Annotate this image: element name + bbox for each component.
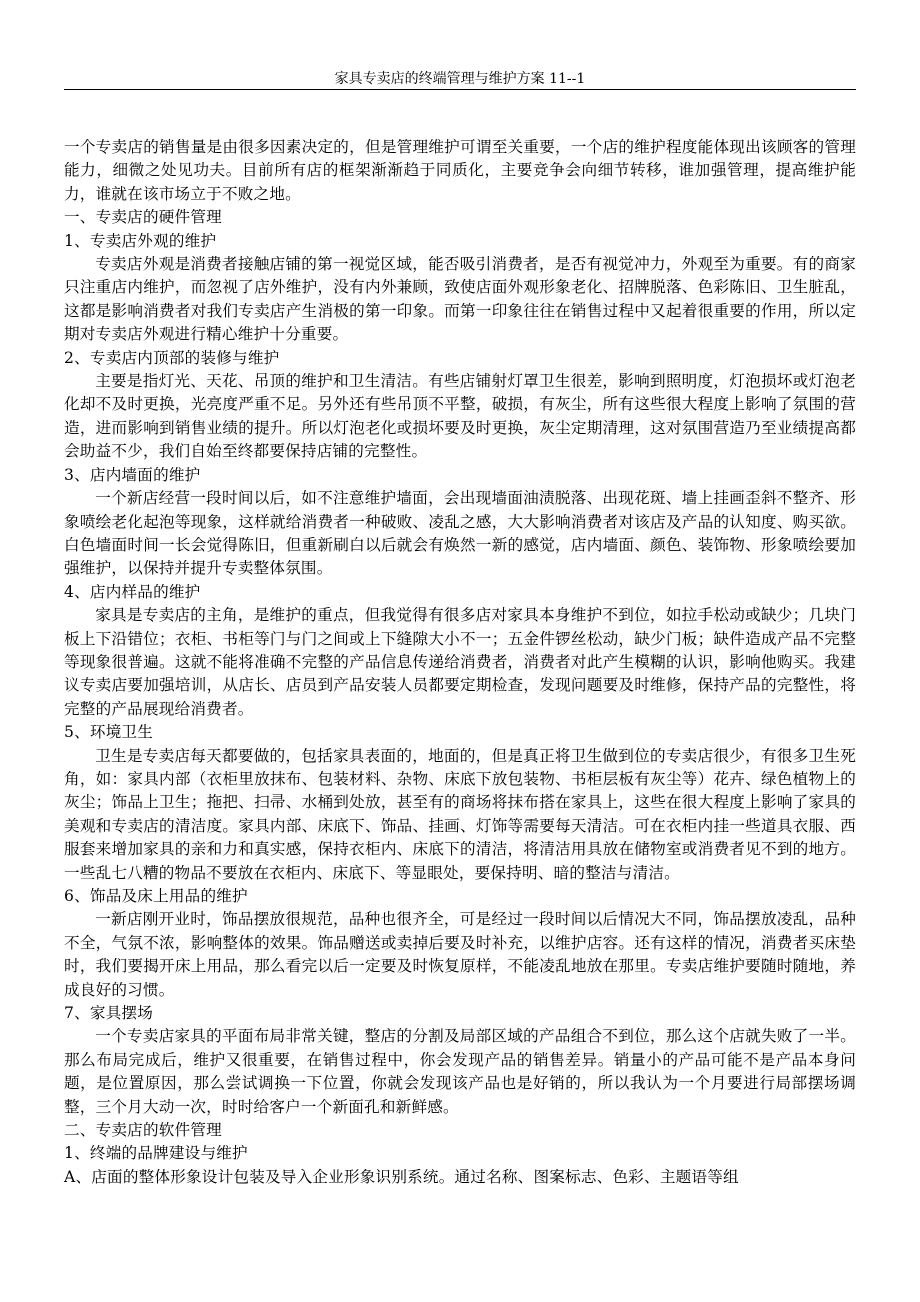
document-body xyxy=(64,136,856,1189)
subheading-accessories: 6、饰品及床上用品的维护 xyxy=(64,887,248,905)
paragraph-brand-a: A、店面的整体形象设计包装及导入企业形象识别系统。通过名称、图案标志、色彩、主题语等组 xyxy=(64,1167,739,1186)
subheading-hygiene: 5、环境卫生 xyxy=(64,723,154,742)
subheading-exterior: 1、专卖店外观的维护 xyxy=(64,231,217,250)
subheading-brand: 1、终端的品牌建设与维护 xyxy=(64,1144,248,1163)
paragraph-samples: 家具是专卖店的主角，是维护的重点，但我觉得有很多店对家具本身维护不到位，如拉手松动或缺少；几块门板上下沿错位；衣柜、书柜等门与门之间或上下缝隙大小不一；五金件锣丝松动，缺少门板；缺件造成产品不完整等现象很普遍。这就不能将准确不完整的产品信息传递给消费者，消费者对此产生模糊的认识，影响他购买。我建议专卖店要加强培训，从店长、店员到产品安装人员都要定期检查，发现问题要及时维修，保持产品的完整性，将完整的产品展现给消费者。 xyxy=(64,606,856,718)
intro-paragraph: 一个专卖店的销售量是由很多因素决定的，但是管理维护可谓至关重要，一个店的维护程度能体现出该顾客的管理能力，细微之处见功夫。目前所有店的框架渐渐趋于同质化，主要竞争会向细节转移，谁加强管理，提高维护能力，谁就在该市场立于不败之地。 xyxy=(64,138,856,203)
document-page xyxy=(64,0,856,1189)
section-heading-software: 二、专卖店的软件管理 xyxy=(64,1121,222,1140)
section-heading-hardware: 一、专卖店的硬件管理 xyxy=(64,208,222,227)
subheading-samples: 4、店内样品的维护 xyxy=(64,582,201,601)
paragraph-ceiling: 主要是指灯光、天花、吊顶的维护和卫生清洁。有些店铺射灯罩卫生很差，影响到照明度，灯泡损坏或灯泡老化却不及时更换，光亮度严重不足。另外还有些吊顶不平整，破损，有灰尘，所有这些很大程度上影响了氛围的营造，进而影响到销售业绩的提升。所以灯泡老化或损坏要及时更换，灰尘定期清理，这对氛围营造乃至业绩提高都会助益不少，我们自始至终都要保持店铺的完整性。 xyxy=(64,372,856,461)
paragraph-walls: 一个新店经营一段时间以后，如不注意维护墙面，会出现墙面油渍脱落、出现花斑、墙上挂画歪斜不整齐、形象喷绘老化起泡等现象，这样就给消费者一种破败、凌乱之感，大大影响消费者对该店及产品的认知度、购买欲。白色墙面时间一长会觉得陈旧，但重新刷白以后就会有焕然一新的感觉，店内墙面、颜色、装饰物、形象喷绘要加强维护，以保持并提升专卖整体氛围。 xyxy=(64,489,856,578)
subheading-walls: 3、店内墙面的维护 xyxy=(64,465,201,484)
page-header: 家具专卖店的终端管理与维护方案 11--1 xyxy=(64,0,856,90)
paragraph-layout: 一个专卖店家具的平面布局非常关键，整店的分割及局部区域的产品组合不到位，那么这个店就失败了一半。那么布局完成后，维护又很重要，在销售过程中，你会发现产品的销售差异。销量小的产品可能不是产品本身问题，是位置原因，那么尝试调换一下位置，你就会发现该产品也是好销的，所以我认为一个月要进行局部摆场调整，三个月大动一次，时时给客户一个新面孔和新鲜感。 xyxy=(64,1027,856,1116)
subheading-layout: 7、家具摆场 xyxy=(64,1004,154,1023)
subheading-ceiling: 2、专卖店内顶部的装修与维护 xyxy=(64,348,280,367)
paragraph-hygiene: 卫生是专卖店每天都要做的，包括家具表面的，地面的，但是真正将卫生做到位的专卖店很少，有很多卫生死角，如：家具内部（衣柜里放抹布、包装材料、杂物、床底下放包装物、书柜层板有灰尘等）花卉、绿色植物上的灰尘；饰品上卫生；拖把、扫帚、水桶到处放，甚至有的商场将抹布搭在家具上，这些在很大程度上影响了家具的美观和专卖店的清洁度。家具内部、床底下、饰品、挂画、灯饰等需要每天清洁。可在衣柜内挂一些道具衣服、西服套来增加家具的亲和力和真实感，保持衣柜内、床底下的清洁，将清洁用具放在储物室或消费者见不到的地方。一些乱七八糟的物品不要放在衣柜内、床底下、等显眼处，要保持明、暗的整洁与清洁。 xyxy=(64,746,856,882)
paragraph-accessories: 一新店刚开业时，饰品摆放很规范，品种也很齐全，可是经过一段时间以后情况大不同，饰品摆放凌乱，品种不全，气氛不浓，影响整体的效果。饰品赠送或卖掉后要及时补充，以维护店容。还有这样的情况，消费者买床垫时，我们要揭开床上用品，那么看完以后一定要及时恢复原样，不能凌乱地放在那里。专卖店维护要随时随地，养成良好的习惯。 xyxy=(64,910,856,999)
paragraph-exterior: 专卖店外观是消费者接触店铺的第一视觉区域，能否吸引消费者，是否有视觉冲力，外观至为重要。有的商家只注重店内维护，而忽视了店外维护，没有内外兼顾，致使店面外观形象老化、招牌脱落、色彩陈旧、卫生脏乱，这都是影响消费者对我们专卖店产生消极的第一印象。而第一印象往往在销售过程中又起着很重要的作用，所以定期对专卖店外观进行精心维护十分重要。 xyxy=(64,255,856,344)
